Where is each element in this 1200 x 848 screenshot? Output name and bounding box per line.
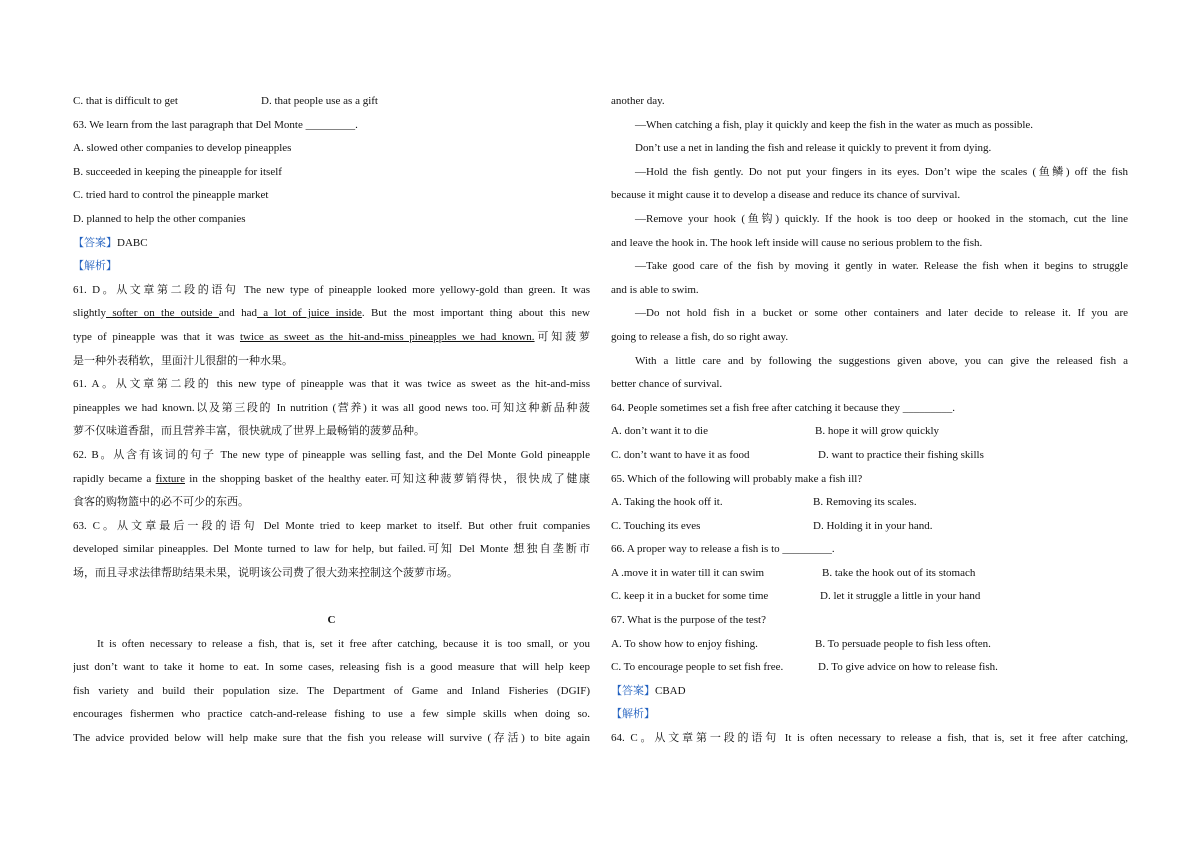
analysis-line	[611, 703, 1128, 727]
option-a: A. To show how to enjoy fishing.	[611, 637, 758, 650]
analysis-bracket-close: 】	[106, 260, 117, 273]
underlined-text: a lot of juice inside	[256, 307, 362, 320]
option-a: A .move it in water till it can swim	[611, 566, 765, 579]
question-63-stem: 63. We learn from the last paragraph that Del Monte _________.	[73, 118, 358, 131]
option-a: A. Taking the hook off it.	[611, 496, 723, 509]
question-66-options-cd	[611, 585, 1128, 609]
tip-bucket-line-2: going to release a fish, do so right away.	[611, 330, 789, 343]
option-c: C. don’t want to have it as food	[611, 448, 750, 461]
answer-bracket-open: 【	[611, 684, 622, 697]
passage-line-3: fish variety and build their population size. The Department of Game and Inland Fisheries (DGIF)	[73, 684, 590, 697]
option-c: C. keep it in a bucket for some time	[611, 590, 769, 603]
underlined-text: fixture	[155, 472, 185, 485]
text-segment: and had	[218, 307, 257, 320]
tip-net: Don’t use a net in landing the fish and release it quickly to prevent it from dying.	[635, 142, 992, 155]
option-b: B. hope it will grow quickly	[815, 425, 940, 438]
analysis-62-line-3: 食客的购物篮中的必不可少的东西。	[73, 496, 249, 509]
analysis-bracket-open: 【	[611, 708, 622, 721]
tip-care-line-2: and is able to swim.	[611, 283, 699, 296]
question-65-options-cd	[611, 515, 1128, 539]
analysis-61a-line-2: pineapples we had known.以及第三段的 In nutrition (营养) it was all good news too.可知这种新品种菠	[73, 401, 590, 414]
question-66-stem: 66. A proper way to release a fish is to _________.	[611, 543, 835, 556]
analysis-line	[73, 255, 590, 279]
text-segment: rapidly became a	[73, 472, 156, 485]
analysis-61d-line-4: 是一种外表稍软，里面汁儿很甜的一种水果。	[73, 354, 293, 367]
option-b: B. To persuade people to fish less often.	[815, 637, 991, 650]
answer-label: 答案	[622, 684, 644, 697]
text-segment: slightly	[73, 307, 107, 320]
question-63-option-b: B. succeeded in keeping the pineapple for itself	[73, 165, 282, 178]
option-b: B. Removing its scales.	[813, 496, 917, 509]
question-65-stem: 65. Which of the following will probably make a fish ill?	[611, 472, 863, 485]
option-d: D. Holding it in your hand.	[813, 519, 933, 532]
analysis-61d-line-3	[73, 326, 590, 350]
passage-line-4: encourages fishermen who practice catch-and-release fishing to use a few simple skills when doing so.	[73, 708, 590, 721]
question-63-option-a: A. slowed other companies to develop pineapples	[73, 142, 292, 155]
answer-value: CBAD	[655, 684, 686, 697]
option-d: D. that people use as a gift	[261, 95, 378, 107]
question-64-options-cd	[611, 444, 1128, 468]
analysis-bracket-close: 】	[644, 708, 655, 721]
analysis-62-line-1: 62. B。从含有该词的句子 The new type of pineapple was selling fast, and the Del Monte Gold pineapple	[73, 448, 590, 461]
answer-bracket-close: 】	[644, 684, 655, 697]
analysis-63-line-2: developed similar pineapples. Del Monte turned to law for help, but failed.可知 Del Monte 想独自垄断市	[73, 543, 590, 556]
text-segment: type of pineapple was that it was	[73, 330, 240, 343]
analysis-label: 解析	[84, 260, 106, 273]
question-67-stem: 67. What is the purpose of the test?	[611, 614, 766, 627]
analysis-64-line-1: 64. C。从文章第一段的语句 It is often necessary to release a fish, that is, set it free after catching,	[611, 732, 1128, 745]
analysis-62-line-2	[73, 468, 590, 492]
question-64-stem: 64. People sometimes set a fish free after catching it because they _________.	[611, 401, 955, 414]
tip-care-line-1: —Take good care of the fish by moving it gently in water. Release the fish when it begins to struggle	[635, 260, 1128, 273]
analysis-61d-line-1: 61. D。从文章第二段的语句 The new type of pineapple looked more yellowy-gold than green. It was	[73, 283, 590, 296]
answer-label: 答案	[84, 236, 106, 249]
option-a: A. don’t want it to die	[611, 425, 708, 438]
analysis-label: 解析	[622, 708, 644, 721]
question-62-options-cd	[73, 90, 590, 114]
passage-line-5: The advice provided below will help make sure that the fish you release will survive (存活) to bite again	[73, 732, 590, 745]
answer-value: DABC	[117, 236, 148, 249]
question-63-option-d: D. planned to help the other companies	[73, 212, 246, 225]
question-63-option-c: C. tried hard to control the pineapple market	[73, 189, 269, 202]
passage-line-1: It is often necessary to release a fish, that is, set it free after catching, because it is too small, or you	[97, 637, 590, 650]
tip-catching: —When catching a fish, play it quickly and keep the fish in the water as much as possible.	[635, 118, 1034, 131]
analysis-bracket-open: 【	[73, 260, 84, 273]
answer-line	[611, 680, 1128, 704]
conclusion-line-2: better chance of survival.	[611, 378, 723, 391]
answer-bracket-open: 【	[73, 236, 84, 249]
tip-hold-line-1: —Hold the fish gently. Do not put your fingers in its eyes. Don’t wipe the scales (鱼鳞) off the fish	[635, 165, 1128, 178]
underlined-text: twice as sweet as the hit-and-miss pineapples we had known.	[239, 330, 535, 343]
text-segment: 可知菠萝	[534, 330, 590, 343]
analysis-61a-line-3: 萝不仅味道香甜，而且营养丰富，很快就成了世界上最畅销的菠萝品种。	[73, 425, 425, 438]
question-65-options-ab	[611, 491, 1128, 515]
passage-line-2: just don’t want to take it home to eat. In some cases, releasing fish is a good measure that will help keep	[73, 661, 590, 674]
underlined-text: softer on the outside	[106, 307, 219, 320]
option-d: D. let it struggle a little in your hand	[820, 590, 981, 603]
spacer	[73, 585, 590, 609]
tip-bucket-line-1: —Do not hold fish in a bucket or some other containers and later decide to release it. If you are	[635, 307, 1128, 320]
option-c: C. To encourage people to set fish free.	[611, 661, 784, 674]
passage-continuation: another day.	[611, 95, 665, 107]
text-segment: in the shopping basket of the healthy eater.可知这种菠萝销得快，很快成了健康	[184, 472, 590, 485]
option-b: B. take the hook out of its stomach	[822, 566, 976, 579]
question-67-options-cd	[611, 656, 1128, 680]
analysis-63-line-3: 场，而且寻求法律帮助结果未果，说明该公司费了很大劲来控制这个菠萝市场。	[73, 566, 458, 579]
right-column	[611, 90, 1128, 751]
analysis-61d-line-2	[73, 302, 590, 326]
answer-bracket-close: 】	[106, 236, 117, 249]
text-segment: . But the most important thing about this new	[361, 307, 590, 320]
analysis-63-line-1: 63. C。从文章最后一段的语句 Del Monte tried to keep market to itself. But other fruit companies	[73, 519, 590, 532]
conclusion-line-1: With a little care and by following the suggestions given above, you can give the released fish a	[635, 354, 1128, 367]
tip-hook-line-1: —Remove your hook (鱼钩) quickly. If the hook is too deep or hooked in the stomach, cut the line	[635, 212, 1128, 225]
section-heading: C	[327, 614, 336, 627]
option-c: C. that is difficult to get	[73, 95, 178, 107]
question-66-options-ab	[611, 562, 1128, 586]
left-column	[73, 90, 590, 751]
question-64-options-ab	[611, 420, 1128, 444]
option-d: D. want to practice their fishing skills	[818, 448, 984, 461]
option-d: D. To give advice on how to release fish.	[818, 661, 998, 674]
analysis-61a-line-1: 61. A。从文章第二段的 this new type of pineapple was that it was twice as sweet as the hit-and-miss	[73, 378, 590, 391]
question-67-options-ab	[611, 633, 1128, 657]
tip-hook-line-2: and leave the hook in. The hook left inside will cause no serious problem to the fish.	[611, 236, 983, 249]
option-c: C. Touching its eves	[611, 519, 701, 532]
tip-hold-line-2: because it might cause it to develop a disease and reduce its chance of survival.	[611, 189, 961, 202]
answer-line	[73, 232, 590, 256]
